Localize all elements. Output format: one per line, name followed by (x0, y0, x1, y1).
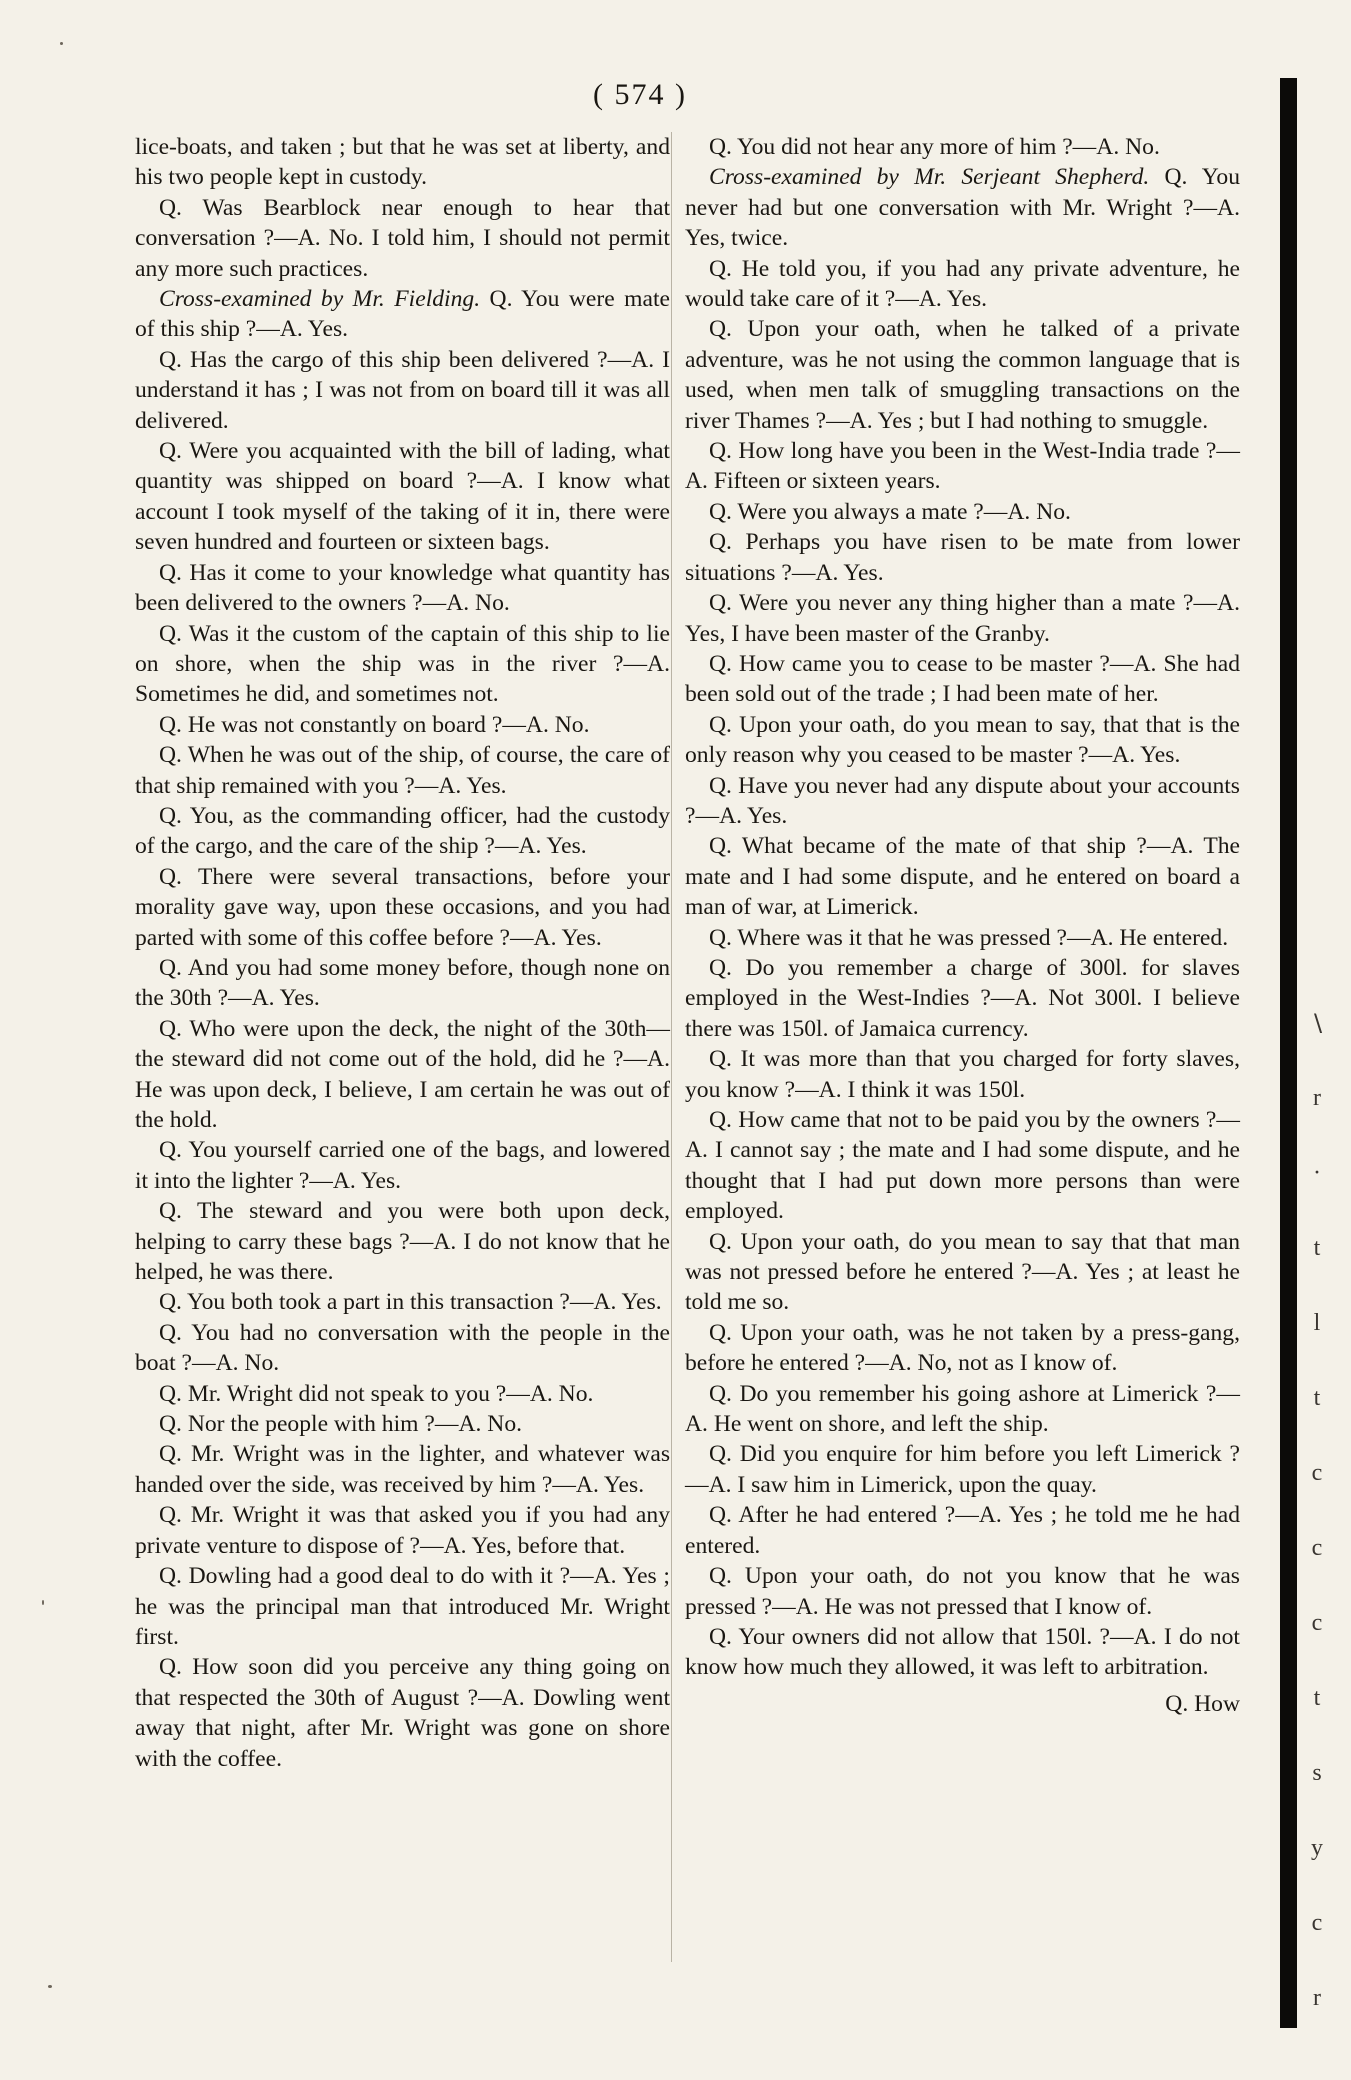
text-paragraph (685, 588, 1240, 649)
text-paragraph (685, 1379, 1240, 1440)
text-paragraph (135, 345, 670, 436)
catchword (685, 1689, 1240, 1719)
paragraph-text: Q. You, as the commanding officer, had the custody of the cargo, and the care of the ship ?—A. Yes. (135, 802, 670, 860)
paper-speck (48, 1985, 52, 1988)
text-paragraph (135, 862, 670, 953)
paragraph-text: Q. After he had entered ?—A. Yes ; he told me he had entered. (685, 1502, 1240, 1559)
text-paragraph (135, 1500, 670, 1561)
paragraph-text: Q. Upon your oath, was he not taken by a press-gang, before he entered ?—A. No, not as I know of. (685, 1319, 1240, 1377)
text-paragraph (685, 1227, 1240, 1318)
bleed-through-letter: c (1311, 1460, 1323, 1486)
text-paragraph (685, 923, 1240, 953)
text-paragraph (135, 193, 670, 284)
paragraph-text: Q. How came you to cease to be master ?—A. She had been sold out of the trade ; I had been mate of her. (685, 650, 1240, 708)
text-paragraph (685, 1044, 1240, 1105)
text-paragraph (135, 1439, 670, 1500)
text-paragraph (685, 771, 1240, 832)
paragraph-text: Q. You did not hear any more of him ?—A. No. (709, 134, 1160, 160)
paper-speck (42, 1600, 44, 1605)
paragraph-text: Q. Nor the people with him ?—A. No. (159, 1411, 523, 1438)
paragraph-text: Q. How long have you been in the West-India trade ?—A. Fifteen or sixteen years. (685, 438, 1240, 495)
text-paragraph (685, 831, 1240, 922)
paragraph-text: Q. Upon your oath, when he talked of a private adventure, was he not using the common language that is used, when men talk of smuggling transactions on the river Thames ?—A. Yes ; but I had nothing to smuggle. (685, 316, 1240, 434)
bleed-through-letter: t (1313, 1685, 1321, 1711)
paragraph-text: Q. Perhaps you have risen to be mate from lower situations ?—A. Yes. (685, 529, 1240, 586)
text-paragraph (685, 953, 1240, 1044)
paragraph-text: Q. Dowling had a good deal to do with it ?—A. Yes ; he was the principal man that introduced Mr. Wright first. (135, 1563, 670, 1650)
text-paragraph (135, 558, 670, 619)
right-column (685, 132, 1240, 1719)
paragraph-text: Q. It was more than that you charged for forty slaves, you know ?—A. I think it was 150l. (685, 1046, 1240, 1103)
paragraph-text: Q. Upon your oath, do you mean to say, that that is the only reason why you ceased to be master ?—A. Yes. (685, 711, 1240, 769)
paragraph-text: Q. When he was out of the ship, of course, the care of that ship remained with you ?—A. Yes. (135, 742, 670, 799)
text-paragraph (135, 801, 670, 862)
paragraph-text: Q. How soon did you perceive any thing going on that respected the 30th of August ?—A. Dowling went away that night, after Mr. Wright was gone on shore with the coffee. (135, 1654, 670, 1772)
text-paragraph (685, 1439, 1240, 1500)
paragraph-text: Q. Do you remember his going ashore at Limerick ?—A. He went on shore, and left the ship. (685, 1380, 1240, 1438)
paragraph-text: Q. Where was it that he was pressed ?—A. He entered. (709, 924, 1229, 951)
paragraph-text: Q. You had no conversation with the people in the boat ?—A. No. (135, 1319, 670, 1377)
text-paragraph (685, 132, 1240, 162)
bleed-through-letter: t (1313, 1385, 1321, 1411)
bleed-through-letter: c (1311, 1535, 1323, 1561)
paragraph-text: Q. He told you, if you had any private adventure, he would take care of it ?—A. Yes. (685, 255, 1240, 313)
text-paragraph (135, 1409, 670, 1439)
page-number: ( 574 ) (593, 78, 687, 111)
text-paragraph (135, 436, 670, 558)
text-paragraph (685, 254, 1240, 315)
paragraph-text: Q. Was Bearblock near enough to hear that conversation ?—A. No. I told him, I should not permit any more such practices. (135, 194, 670, 282)
paragraph-text: Q. Was it the custom of the captain of this ship to lie on shore, when the ship was in the river ?—A. Sometimes he did, and sometimes not. (135, 620, 670, 708)
cross-examination-heading: Cross-examined by Mr. Fielding. (159, 286, 481, 313)
paragraph-text: Q. Mr. Wright did not speak to you ?—A. No. (159, 1380, 594, 1407)
paragraph-text: Q. Were you never any thing higher than a mate ?—A. Yes, I have been master of the Granby. (685, 590, 1240, 647)
paragraph-text: Q. Do you remember a charge of 300l. for slaves employed in the West-Indies ?—A. Not 300l. I believe there was 150l. of Jamaica currency. (685, 954, 1240, 1042)
paragraph-text: Q. You both took a part in this transaction ?—A. Yes. (159, 1289, 662, 1316)
paragraph-text: Q. You were mate of this ship ?—A. Yes. (135, 286, 670, 343)
text-paragraph (135, 284, 670, 345)
paper-speck (60, 42, 63, 45)
bleed-through-letter: y (1311, 1835, 1323, 1861)
text-paragraph (135, 710, 670, 740)
bleed-through-letter: ∖ (1309, 1012, 1325, 1038)
paragraph-text: Q. Were you acquainted with the bill of lading, what quantity was shipped on board ?—A. I know what account I took myself of the taking of it in, there were seven hundred and fourteen or sixteen bags. (135, 438, 670, 556)
paragraph-text: Q. Have you never had any dispute about your accounts ?—A. Yes. (685, 772, 1240, 829)
paragraph-text: Q. The steward and you were both upon deck, helping to carry these bags ?—A. I do not know that he helped, he was there. (135, 1198, 670, 1286)
paragraph-text: Q. And you had some money before, though none on the 30th ?—A. Yes. (135, 954, 670, 1012)
paragraph-text: Q. Mr. Wright was in the lighter, and whatever was handed over the side, was received by him ?—A. Yes. (135, 1441, 670, 1498)
column-divider (671, 132, 672, 1962)
paragraph-text: Q. You never had but one conversation with Mr. Wright ?—A. Yes, twice. (685, 164, 1240, 252)
bleed-through-letter: c (1311, 1610, 1323, 1636)
bleed-through-letter: c (1311, 1910, 1323, 1936)
text-paragraph (135, 1135, 670, 1196)
text-paragraph (685, 1105, 1240, 1227)
paragraph-text: Q. How came that not to be paid you by the owners ?—A. I cannot say ; the mate and I had some dispute, and he thought that I had put down more persons than were employed. (685, 1107, 1240, 1225)
paragraph-text: Q. Mr. Wright it was that asked you if you had any private venture to dispose of ?—A. Yes, before that. (135, 1502, 670, 1559)
paragraph-text: Q. Who were upon the deck, the night of the 30th—the steward did not come out of the hold, did he ?—A. He was upon deck, I believe, I am certain he was out of the hold. (135, 1015, 670, 1133)
text-paragraph (135, 953, 670, 1014)
paragraph-text: Q. He was not constantly on board ?—A. No. (159, 711, 590, 738)
text-paragraph (135, 1379, 670, 1409)
bleed-through-letter: t (1313, 1235, 1321, 1261)
bleed-through-letter: l (1313, 1310, 1321, 1336)
paragraph-text: Q. What became of the mate of that ship ?—A. The mate and I had some dispute, and he entered on board a man of war, at Limerick. (685, 833, 1240, 921)
text-paragraph (685, 314, 1240, 436)
text-paragraph (685, 649, 1240, 710)
text-paragraph (135, 619, 670, 710)
text-paragraph (685, 527, 1240, 588)
text-paragraph (135, 1652, 670, 1774)
paragraph-text: Q. Did you enquire for him before you left Limerick ?—A. I saw him in Limerick, upon the quay. (685, 1441, 1240, 1498)
text-paragraph (685, 710, 1240, 771)
bleed-through-letter: r (1313, 1985, 1321, 2011)
paragraph-text: Q. Has the cargo of this ship been delivered ?—A. I understand it has ; I was not from on board till it was all delivered. (135, 346, 670, 434)
paragraph-text: Q. There were several transactions, before your morality gave way, upon these occasions, and you had parted with some of this coffee before ?—A. Yes. (135, 863, 670, 951)
text-paragraph (135, 1318, 670, 1379)
cross-examination-heading: Cross-examined by Mr. Serjeant Shepherd. (709, 164, 1150, 191)
left-column (135, 132, 670, 1774)
text-paragraph (685, 1561, 1240, 1622)
paragraph-text: Q. Upon your oath, do you mean to say that that man was not pressed before he entered ?—A. Yes ; at least he told me so. (685, 1228, 1240, 1316)
bleed-through-letter: s (1312, 1760, 1322, 1786)
paragraph-text: Q. Upon your oath, do not you know that he was pressed ?—A. He was not pressed that I know of. (685, 1563, 1240, 1620)
paragraph-text: Q. Your owners did not allow that 150l. ?—A. I do not know how much they allowed, it was left to arbitration. (685, 1623, 1240, 1681)
bleed-through-letter: · (1313, 1160, 1321, 1186)
text-paragraph (135, 132, 670, 193)
text-paragraph (685, 162, 1240, 253)
text-paragraph (685, 1318, 1240, 1379)
paragraph-text: Q. Has it come to your knowledge what quantity has been delivered to the owners ?—A. No. (135, 559, 670, 617)
text-paragraph (135, 1287, 670, 1317)
text-paragraph (135, 740, 670, 801)
text-paragraph (685, 1622, 1240, 1683)
paragraph-text: Q. Were you always a mate ?—A. No. (709, 498, 1071, 525)
paragraph-text: Q. How (1165, 1690, 1240, 1717)
text-paragraph (685, 436, 1240, 497)
text-paragraph (135, 1196, 670, 1287)
page-edge-shadow (1280, 78, 1297, 2028)
bleed-through-letter: r (1313, 1085, 1321, 1111)
text-paragraph (135, 1561, 670, 1652)
paragraph-text: Q. You yourself carried one of the bags, and lowered it into the lighter ?—A. Yes. (135, 1137, 670, 1194)
text-paragraph (685, 1500, 1240, 1561)
text-paragraph (685, 497, 1240, 527)
paragraph-text: lice-boats, and taken ; but that he was set at liberty, and his two people kept in custody. (135, 134, 670, 191)
text-paragraph (135, 1014, 670, 1136)
